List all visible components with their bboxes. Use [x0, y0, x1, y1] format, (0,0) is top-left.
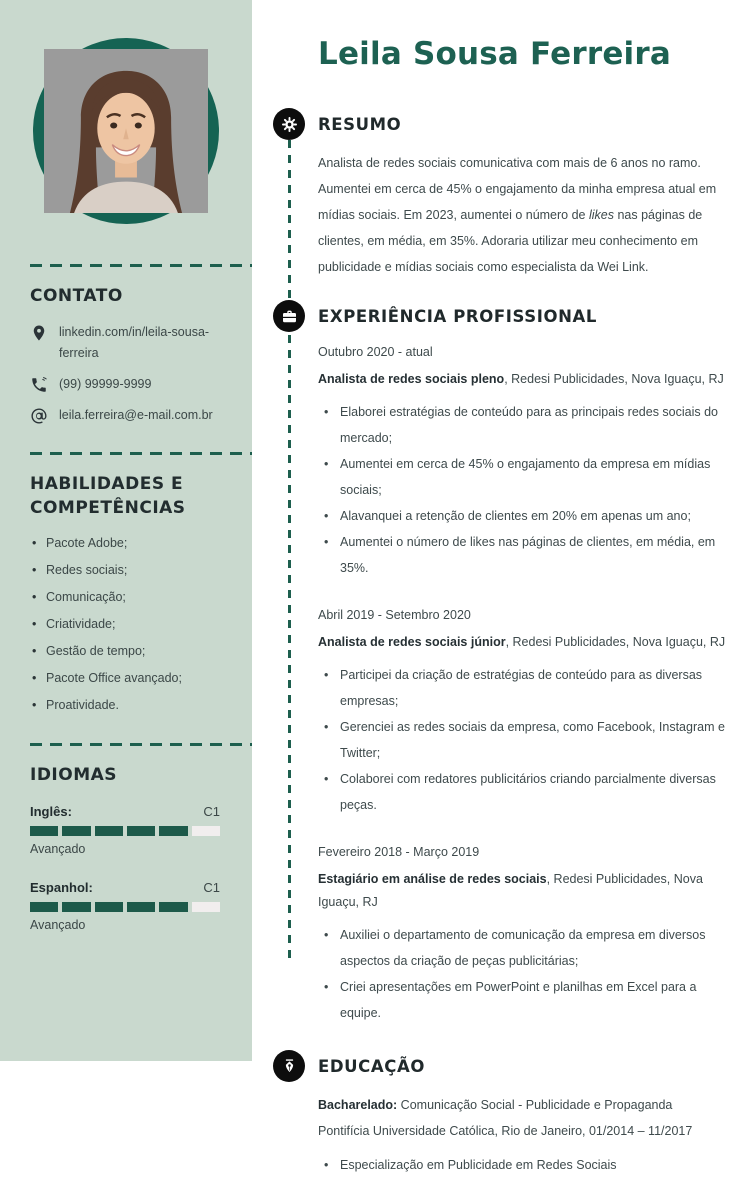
language-row: [30, 804, 220, 819]
job-entry: [318, 605, 736, 818]
contact-item: [30, 405, 232, 426]
sidebar-divider: [30, 743, 252, 746]
job-bullet: • Aumentei o número de likes nas páginas de clientes, em média, em 35%.: [318, 529, 736, 581]
education-bullet-list: [318, 1152, 736, 1178]
page-title: Leila Sousa Ferreira: [318, 36, 671, 72]
contact-list: [30, 322, 232, 426]
phone-icon: [30, 374, 50, 394]
resumo-header: [318, 108, 736, 140]
languages-section: [0, 764, 252, 932]
bar-segment: [127, 902, 155, 912]
skills-heading: HABILIDADES E COMPETÊNCIAS: [30, 473, 186, 518]
sidebar-divider: [30, 264, 252, 267]
job-title-line: [318, 868, 736, 914]
contact-text: linkedin.com/in/leila-sousa-ferreira: [59, 324, 210, 360]
language-level: C1: [203, 880, 220, 896]
bar-segment: [30, 826, 58, 836]
job-period: Outubro 2020 - atual: [318, 345, 433, 359]
job-bullet: • Participei da criação de estratégias de conteúdo para as diversas empresas;: [318, 662, 736, 714]
education-degree-label: Bacharelado:: [318, 1098, 398, 1112]
contact-text: leila.ferreira@e-mail.com.br: [59, 407, 213, 422]
bar-segment: [127, 826, 155, 836]
job-period: Fevereiro 2018 - Março 2019: [318, 845, 480, 859]
sidebar: [0, 0, 252, 1061]
language-level-bar: [30, 902, 220, 912]
job-list: [318, 342, 736, 1026]
job-company: , Redesi Publicidades, Nova Iguaçu, RJ: [505, 635, 726, 649]
summary-text-before: Analista de redes sociais comunicativa com mais de 6 anos no ramo. Aumentei em cerca de 45% o engajamento da minha empresa atual em mídias sociais. Em 2023, aumentei o número de: [318, 156, 717, 222]
skill-item: • Pacote Office avançado;: [30, 668, 232, 688]
summary-text-italic: likes: [588, 208, 614, 222]
contact-text: (99) 99999-9999: [59, 376, 152, 391]
education-degree: [318, 1092, 736, 1118]
experiencia-header: [318, 300, 736, 332]
job-period: Abril 2019 - Setembro 2020: [318, 608, 471, 622]
pen-nib-icon: [273, 1050, 305, 1082]
experiencia-title: EXPERIÊNCIA PROFISSIONAL: [318, 306, 597, 326]
job-title: Analista de redes sociais pleno: [318, 372, 505, 386]
contact-item: [30, 322, 232, 364]
job-bullet: • Gerenciei as redes sociais da empresa, como Facebook, Instagram e Twitter;: [318, 714, 736, 766]
summary-text-after: nas páginas de clientes, em média, em 35%. Adoraria utilizar meu conhecimento em publicidade e mídias sociais como especialista da Wei Link.: [318, 208, 703, 274]
skill-list: [30, 533, 232, 715]
bar-segment: [62, 826, 90, 836]
language-name: Espanhol:: [30, 880, 93, 896]
gear-icon: [273, 108, 305, 140]
job-bullet-list: [318, 922, 736, 1026]
bar-segment: [159, 826, 187, 836]
job-bullet: • Auxiliei o departamento de comunicação da empresa em diversos aspectos da criação de peças publicitárias;: [318, 922, 736, 974]
bar-segment: [192, 826, 220, 836]
section-experiencia: [318, 300, 736, 1026]
language-proficiency: Avançado: [30, 842, 86, 857]
job-company: , Redesi Publicidades, Nova Iguaçu, RJ: [504, 372, 724, 386]
skills-section: [0, 473, 252, 716]
language-item: [30, 880, 232, 932]
language-name: Inglês:: [30, 804, 72, 820]
profile-photo: [33, 38, 219, 224]
job-bullet: • Criei apresentações em PowerPoint e planilhas em Excel para a equipe.: [318, 974, 736, 1026]
bar-segment: [95, 902, 123, 912]
languages-heading: IDIOMAS: [30, 765, 118, 786]
job-title: Analista de redes sociais júnior: [318, 635, 506, 649]
job-title: Estagiário em análise de redes sociais: [318, 872, 547, 886]
bar-segment: [95, 826, 123, 836]
education-bullet: • Especialização em Publicidade em Redes Sociais: [318, 1152, 736, 1178]
briefcase-icon: [273, 300, 305, 332]
job-bullet: • Colaborei com redatores publicitários criando parcialmente diversas peças.: [318, 766, 736, 818]
job-bullet-list: [318, 662, 736, 818]
job-entry: [318, 342, 736, 581]
language-proficiency: Avançado: [30, 918, 86, 933]
sidebar-divider: [30, 452, 252, 455]
skill-item: • Pacote Adobe;: [30, 533, 232, 553]
timeline-line: [288, 110, 291, 963]
language-level-bar: [30, 826, 220, 836]
skill-item: • Redes sociais;: [30, 560, 232, 580]
language-level: C1: [203, 804, 220, 820]
education-institution: Pontifícia Universidade Católica, Rio de Janeiro, 01/2014 – 11/2017: [318, 1124, 693, 1138]
job-entry: [318, 842, 736, 1026]
contact-item: [30, 374, 232, 395]
portrait-illustration: [44, 49, 208, 213]
main-content: [252, 0, 750, 1172]
bar-segment: [30, 902, 58, 912]
job-bullet-list: [318, 399, 736, 581]
educacao-header: [318, 1050, 736, 1082]
job-bullet: • Alavanquei a retenção de clientes em 20% em apenas um ano;: [318, 503, 736, 529]
section-resumo: [318, 108, 736, 280]
skill-item: • Proatividade.: [30, 695, 232, 715]
map-pin-icon: [30, 322, 50, 342]
job-bullet: • Elaborei estratégias de conteúdo para as principais redes sociais do mercado;: [318, 399, 736, 451]
skill-item: • Gestão de tempo;: [30, 641, 232, 661]
job-bullet: • Aumentei em cerca de 45% o engajamento da empresa em mídias sociais;: [318, 451, 736, 503]
language-list: [30, 804, 232, 932]
bar-segment: [159, 902, 187, 912]
job-company: , Redesi Publicidades, Nova Iguaçu, RJ: [318, 872, 703, 909]
summary-paragraph: [318, 150, 736, 280]
educacao-title: EDUCAÇÃO: [318, 1056, 425, 1076]
section-educacao: [318, 1050, 736, 1178]
language-item: [30, 804, 232, 856]
language-row: [30, 880, 220, 895]
job-title-line: [318, 631, 736, 654]
bar-segment: [62, 902, 90, 912]
skill-item: • Comunicação;: [30, 587, 232, 607]
education-degree-text: Comunicação Social - Publicidade e Propaganda: [397, 1098, 673, 1112]
resumo-title: RESUMO: [318, 114, 402, 134]
bar-segment: [192, 902, 220, 912]
job-title-line: [318, 368, 736, 391]
skill-item: • Criatividade;: [30, 614, 232, 634]
contact-section: [0, 285, 252, 426]
at-icon: [30, 405, 50, 425]
contact-heading: CONTATO: [30, 286, 123, 306]
